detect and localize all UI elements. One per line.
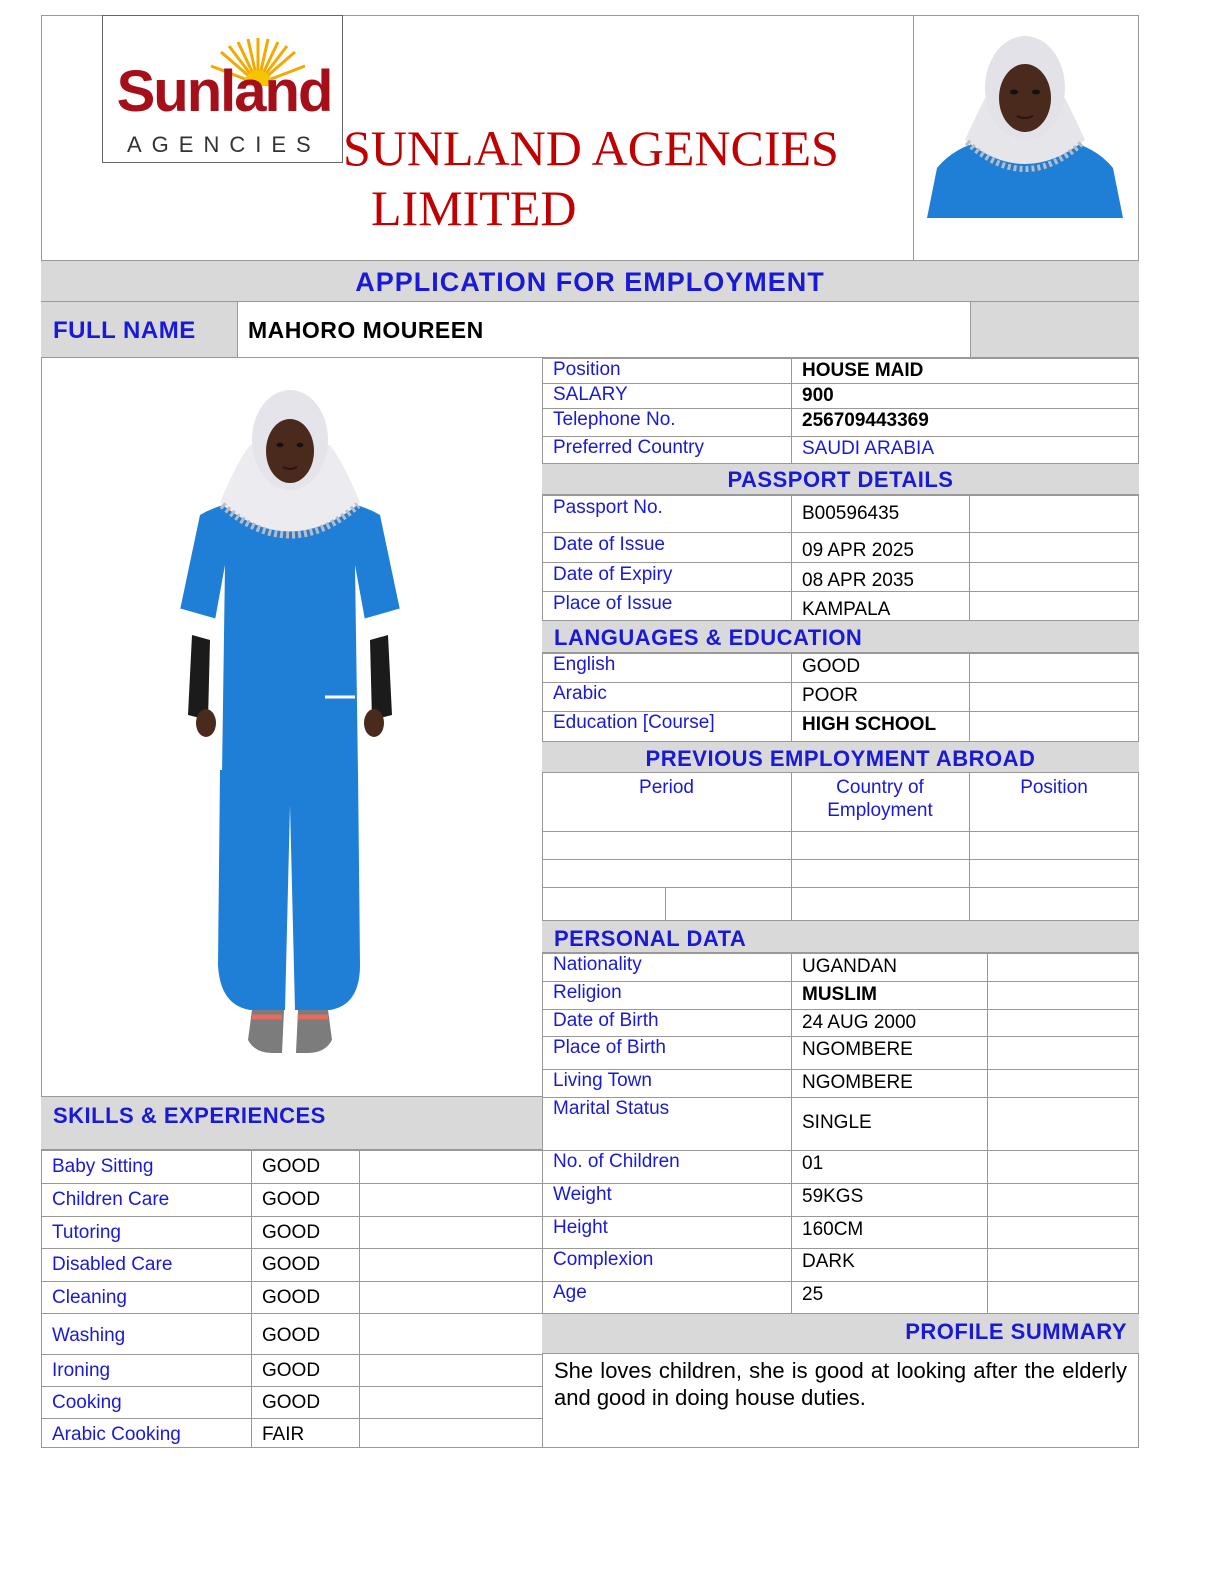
prev-col-country: Country of Employment — [827, 777, 933, 821]
personal-value: 01 — [802, 1153, 824, 1174]
skill-value: GOOD — [262, 1325, 321, 1346]
skill-value: GOOD — [262, 1287, 321, 1308]
previous-employment-header — [542, 741, 1139, 773]
job-value: 256709443369 — [802, 410, 929, 431]
skill-value: FAIR — [262, 1424, 305, 1445]
personal-label: Nationality — [553, 954, 642, 975]
skill-value: GOOD — [262, 1392, 321, 1413]
passport-value: 09 APR 2025 — [802, 540, 914, 561]
form-title: APPLICATION FOR EMPLOYMENT — [355, 267, 825, 297]
job-label: Preferred Country — [553, 437, 705, 458]
passport-label: Date of Issue — [553, 534, 665, 555]
full-name-value: MAHORO MOUREEN — [248, 317, 484, 343]
personal-label: Place of Birth — [553, 1037, 666, 1058]
personal-value: 160CM — [802, 1219, 864, 1240]
job-label: SALARY — [553, 384, 628, 405]
language-label: Arabic — [553, 683, 607, 704]
skill-value: GOOD — [262, 1360, 321, 1381]
language-label: English — [553, 654, 616, 675]
skill-label: Ironing — [52, 1360, 111, 1381]
personal-label: Date of Birth — [553, 1010, 659, 1031]
prev-col-position: Position — [1020, 777, 1088, 798]
previous-employment-title: PREVIOUS EMPLOYMENT ABROAD — [645, 746, 1036, 771]
language-value: GOOD — [802, 656, 861, 677]
personal-label: Religion — [553, 982, 622, 1003]
profile-summary-text: She loves children, she is good at looking after the elderly and good in doing house duties. — [554, 1358, 1127, 1410]
personal-value: NGOMBERE — [802, 1039, 913, 1060]
personal-value: SINGLE — [802, 1112, 872, 1133]
personal-label: Weight — [553, 1184, 612, 1205]
personal-label: Height — [553, 1217, 608, 1238]
language-value: HIGH SCHOOL — [802, 714, 937, 735]
job-value: HOUSE MAID — [802, 360, 924, 381]
personal-label: Living Town — [553, 1070, 652, 1091]
passport-value: 08 APR 2035 — [802, 570, 914, 591]
profile-summary-title: PROFILE SUMMARY — [905, 1319, 1127, 1344]
passport-value: KAMPALA — [802, 599, 891, 620]
skill-label: Tutoring — [52, 1222, 121, 1243]
prev-col-period: Period — [639, 777, 694, 798]
full-name-value-cell — [237, 302, 970, 358]
company-name-line1: SUNLAND AGENCIES — [343, 120, 839, 176]
full-name-extra-cell — [970, 302, 1139, 358]
skill-label: Baby Sitting — [52, 1156, 154, 1177]
skills-title: SKILLS & EXPERIENCES — [53, 1103, 326, 1128]
skill-value: GOOD — [262, 1189, 321, 1210]
passport-label: Date of Expiry — [553, 564, 673, 585]
job-label: Telephone No. — [553, 409, 676, 430]
skill-label: Washing — [52, 1325, 126, 1346]
logo-subtitle: AGENCIES — [127, 132, 321, 157]
passport-header — [542, 463, 1139, 495]
personal-data-header — [542, 920, 1139, 953]
full-body-photo — [160, 385, 420, 1065]
personal-value: 59KGS — [802, 1186, 864, 1207]
personal-value: NGOMBERE — [802, 1072, 913, 1093]
portrait-photo — [925, 28, 1125, 218]
form-title-bar — [41, 260, 1139, 302]
skill-label: Cooking — [52, 1392, 122, 1413]
full-name-label-cell — [41, 302, 237, 358]
profile-summary-header — [542, 1313, 1139, 1354]
personal-label: Marital Status — [553, 1098, 670, 1119]
personal-label: No. of Children — [553, 1151, 680, 1172]
languages-title: LANGUAGES & EDUCATION — [554, 625, 863, 650]
personal-value: 25 — [802, 1284, 824, 1305]
personal-data-title: PERSONAL DATA — [554, 926, 747, 951]
personal-value: UGANDAN — [802, 956, 898, 977]
full-name-label: FULL NAME — [53, 317, 196, 344]
skill-label: Cleaning — [52, 1287, 127, 1308]
personal-label: Complexion — [553, 1249, 654, 1270]
language-label: Education [Course] — [553, 712, 715, 733]
job-value: SAUDI ARABIA — [802, 438, 934, 459]
skill-label: Arabic Cooking — [52, 1424, 181, 1445]
company-name-line2: LIMITED — [371, 180, 577, 236]
personal-label: Age — [553, 1282, 587, 1303]
personal-value: 24 AUG 2000 — [802, 1012, 917, 1033]
skill-value: GOOD — [262, 1156, 321, 1177]
skill-value: GOOD — [262, 1254, 321, 1275]
skills-header — [41, 1096, 542, 1150]
skill-value: GOOD — [262, 1222, 321, 1243]
job-label: Position — [553, 359, 621, 380]
company-name — [343, 118, 903, 238]
passport-title: PASSPORT DETAILS — [727, 467, 954, 492]
passport-label: Passport No. — [553, 497, 663, 518]
personal-value: MUSLIM — [802, 984, 877, 1005]
logo-wordmark: Sunland — [116, 59, 332, 124]
personal-value: DARK — [802, 1251, 855, 1272]
skill-label: Children Care — [52, 1189, 170, 1210]
language-value: POOR — [802, 685, 858, 706]
skill-label: Disabled Care — [52, 1254, 173, 1275]
logo-box — [102, 15, 343, 163]
passport-value: B00596435 — [802, 503, 900, 524]
job-value: 900 — [802, 385, 834, 406]
passport-label: Place of Issue — [553, 593, 673, 614]
